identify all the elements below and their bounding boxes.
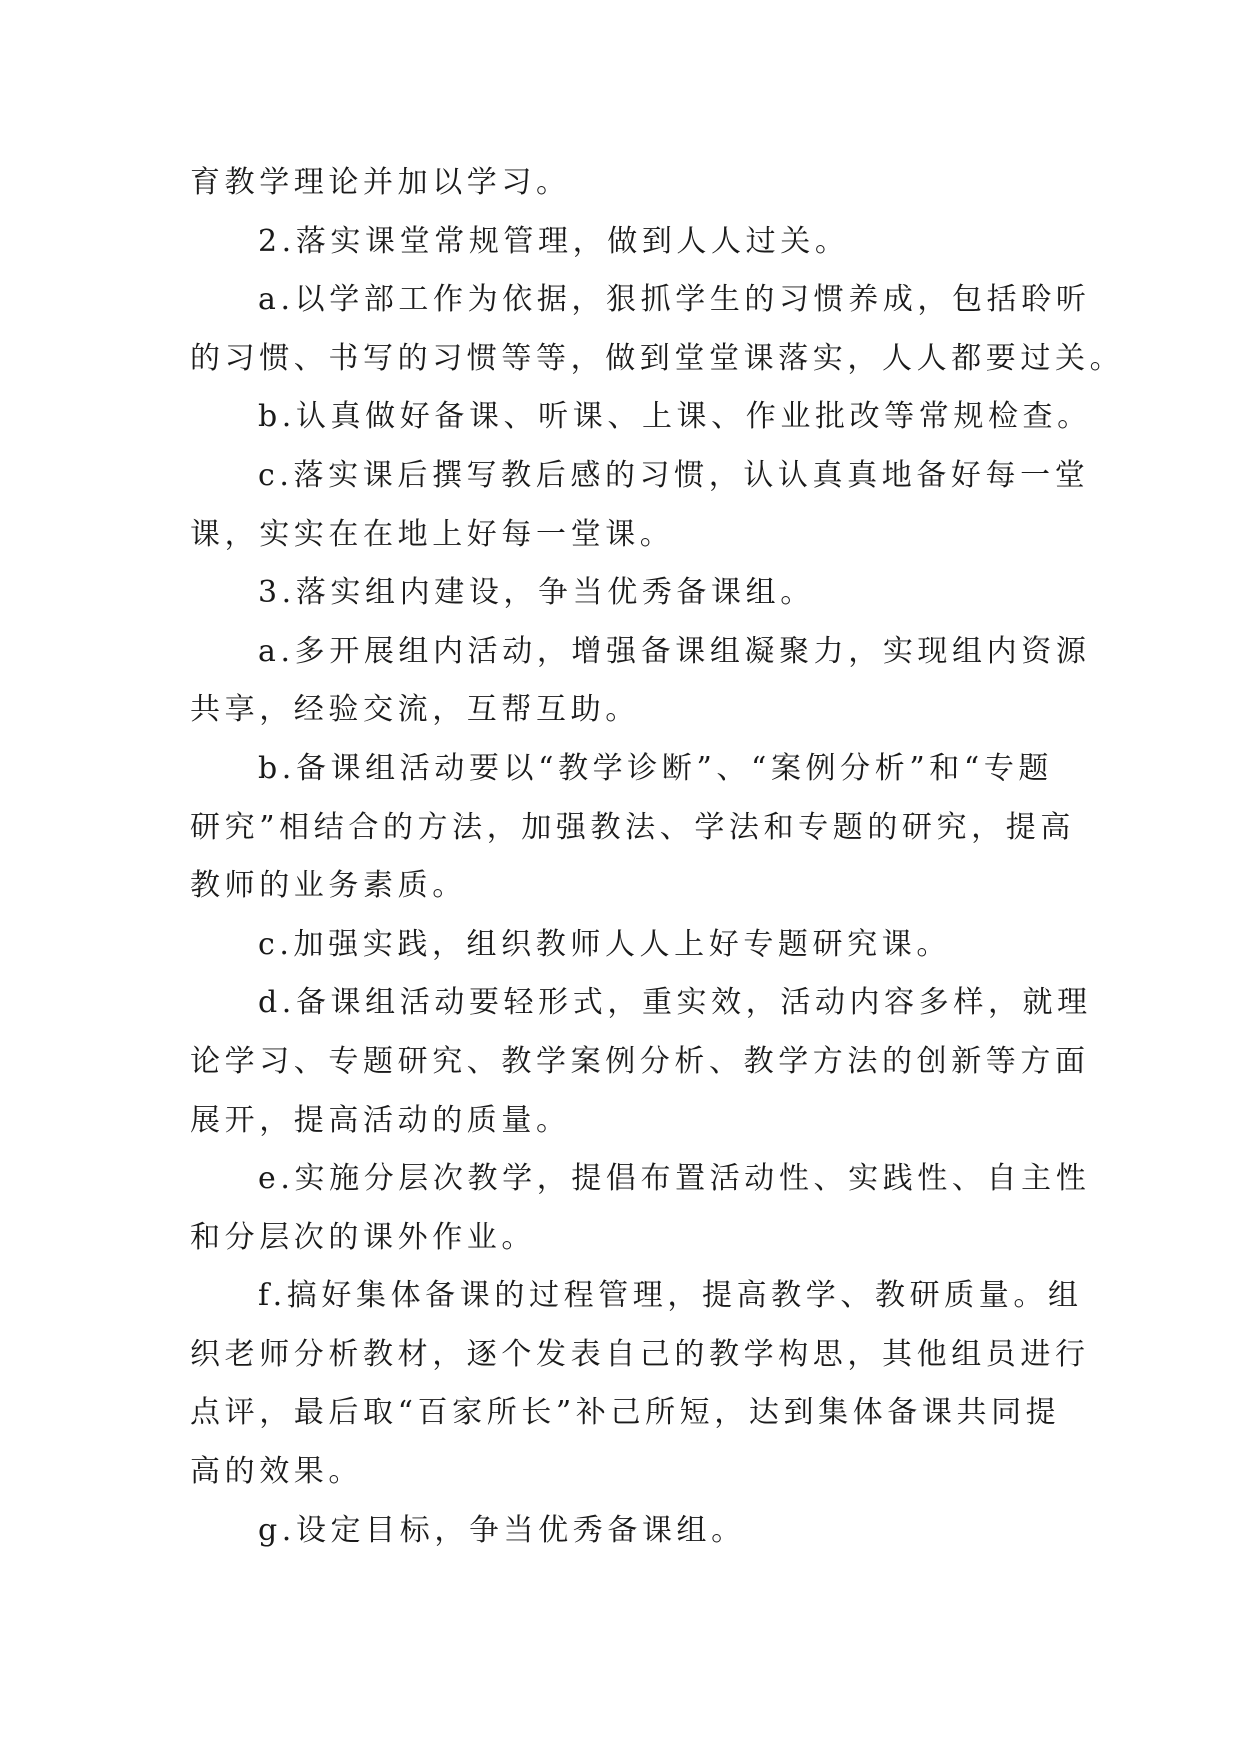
text-line: 和分层次的课外作业。 xyxy=(190,1219,536,1255)
document-body xyxy=(190,154,1125,1560)
text-line: f.搞好集体备课的过程管理，提高教学、教研质量。组 xyxy=(258,1278,1083,1314)
text-line: 共享，经验交流，互帮互助。 xyxy=(190,692,640,728)
text-line: 论学习、专题研究、教学案例分析、教学方法的创新等方面 xyxy=(190,1043,1090,1079)
text-line: 研究”相结合的方法，加强教法、学法和专题的研究，提高 xyxy=(190,809,1075,845)
text-line: a.以学部工作为依据，狠抓学生的习惯养成，包括聆听 xyxy=(258,282,1091,318)
text-line: 点评，最后取“百家所长”补己所短，达到集体备课共同提 xyxy=(190,1395,1061,1431)
text-line: 3.落实组内建设，争当优秀备课组。 xyxy=(258,575,815,611)
text-line: 育教学理论并加以学习。 xyxy=(190,165,571,200)
text-line: 织老师分析教材，逐个发表自己的教学构思，其他组员进行 xyxy=(190,1336,1090,1372)
text-line: c.落实课后撰写教后感的习惯，认认真真地备好每一堂 xyxy=(258,457,1090,493)
text-line: g.设定目标，争当优秀备课组。 xyxy=(258,1512,746,1548)
text-line: b.认真做好备课、听课、上课、作业批改等常规检查。 xyxy=(258,399,1092,435)
text-line: 高的效果。 xyxy=(190,1454,363,1490)
text-line: b.备课组活动要以“教学诊断”、“案例分析”和“专题 xyxy=(258,750,1054,786)
text-line: d.备课组活动要轻形式，重实效，活动内容多样，就理 xyxy=(258,985,1092,1021)
text-line: 教师的业务素质。 xyxy=(190,868,467,904)
text-line: e.实施分层次教学，提倡布置活动性、实践性、自主性 xyxy=(258,1161,1091,1197)
text-line: c.加强实践，组织教师人人上好专题研究课。 xyxy=(258,926,951,962)
text-line: 课，实实在在地上好每一堂课。 xyxy=(190,516,675,552)
text-line: 2.落实课堂常规管理，做到人人过关。 xyxy=(258,223,850,259)
text-line: 展开，提高活动的质量。 xyxy=(190,1102,571,1138)
text-line: a.多开展组内活动，增强备课组凝聚力，实现组内资源 xyxy=(258,633,1091,669)
text-line: 的习惯、书写的习惯等等，做到堂堂课落实，人人都要过关。 xyxy=(190,340,1125,376)
